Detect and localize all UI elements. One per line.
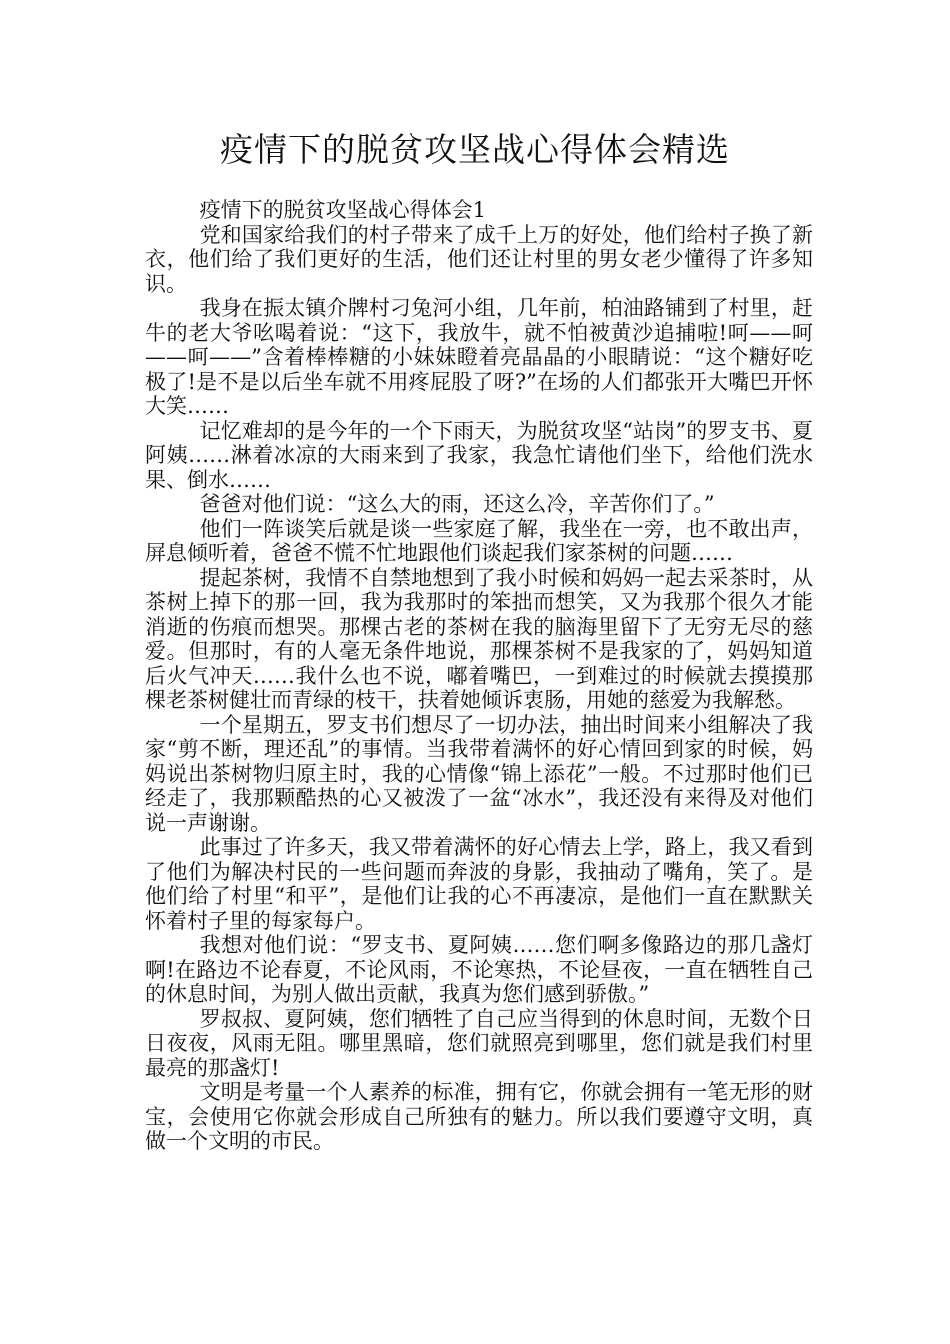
paragraph: 记忆难却的是今年的一个下雨天，为脱贫攻坚“站岗”的罗支书、夏阿姨……淋着冰凉的大雨来到了我家，我急忙请他们坐下，给他们洗水果、倒水…… — [145, 418, 813, 492]
paragraph: 此事过了许多天，我又带着满怀的好心情去上学，路上，我又看到了他们为解决村民的一些问题而奔波的身影，我抽动了嘴角，笑了。是他们给了村里“和平”，是他们让我的心不再凄凉，是他们一直在默默关怀着村子里的每家每户。 — [145, 835, 813, 933]
document-body — [145, 198, 813, 1154]
paragraph: 文明是考量一个人素养的标准，拥有它，你就会拥有一笔无形的财宝，会使用它你就会形成自己所独有的魅力。所以我们要遵守文明，真做一个文明的市民。 — [145, 1080, 813, 1153]
paragraph: 一个星期五，罗支书们想尽了一切办法，抽出时间来小组解决了我家“剪不断，理还乱”的事情。当我带着满怀的好心情回到家的时候，妈妈说出茶树物归原主时，我的心情像“锦上添花”一般。不过那时他们已经走了，我那颗酷热的心又被泼了一盆“冰水”，我还没有来得及对他们说一声谢谢。 — [145, 712, 813, 835]
paragraph: 罗叔叔、夏阿姨，您们牺牲了自己应当得到的休息时间，无数个日日夜夜，风雨无阻。哪里黑暗，您们就照亮到哪里，您们就是我们村里最亮的那盏灯! — [145, 1006, 813, 1080]
paragraph: 爸爸对他们说：“这么大的雨，还这么冷，辛苦你们了。” — [199, 492, 715, 516]
paragraph: 我身在振太镇介牌村刁兔河小组，几年前，柏油路铺到了村里，赶牛的老大爷吆喝着说：“这下，我放牛，就不怕被黄沙追捕啦!呵——呵——呵——”含着棒棒糖的小妹妹瞪着亮晶晶的小眼睛说：“这个糖好吃极了!是不是以后坐车就不用疼屁股了呀?”在场的人们都张开大嘴巴开怀大笑…… — [145, 296, 813, 418]
paragraph: 提起茶树，我情不自禁地想到了我小时候和妈妈一起去采茶时，从茶树上掉下的那一回，我为我那时的笨拙而想笑，又为我那个很久才能消逝的伤痕而想哭。那棵古老的茶树在我的脑海里留下了无穷无尽的慈爱。但那时，有的人毫无条件地说，那棵茶树不是我家的了，妈妈知道后火气冲天……我什么也不说，嘟着嘴巴，一到难过的时候就去摸摸那棵老茶树健壮而青绿的枝干，扶着她倾诉衷肠，用她的慈爱为我解愁。 — [145, 565, 813, 712]
paragraph-subtitle: 疫情下的脱贫攻坚战心得体会1 — [199, 198, 486, 222]
paragraph: 我想对他们说：“罗支书、夏阿姨……您们啊多像路边的那几盏灯啊!在路边不论春夏，不论风雨，不论寒热，不论昼夜，一直在牺牲自己的休息时间，为别人做出贡献，我真为您们感到骄傲。” — [145, 933, 813, 1006]
paragraph: 他们一阵谈笑后就是谈一些家庭了解，我坐在一旁，也不敢出声，屏息倾听着，爸爸不慌不忙地跟他们谈起我们家茶树的问题…… — [145, 516, 813, 565]
document-title: 疫情下的脱贫攻坚战心得体会精选 — [220, 130, 730, 169]
paragraph: 党和国家给我们的村子带来了成千上万的好处，他们给村子换了新衣，他们给了我们更好的生活，他们还让村里的男女老少懂得了许多知识。 — [145, 222, 813, 296]
